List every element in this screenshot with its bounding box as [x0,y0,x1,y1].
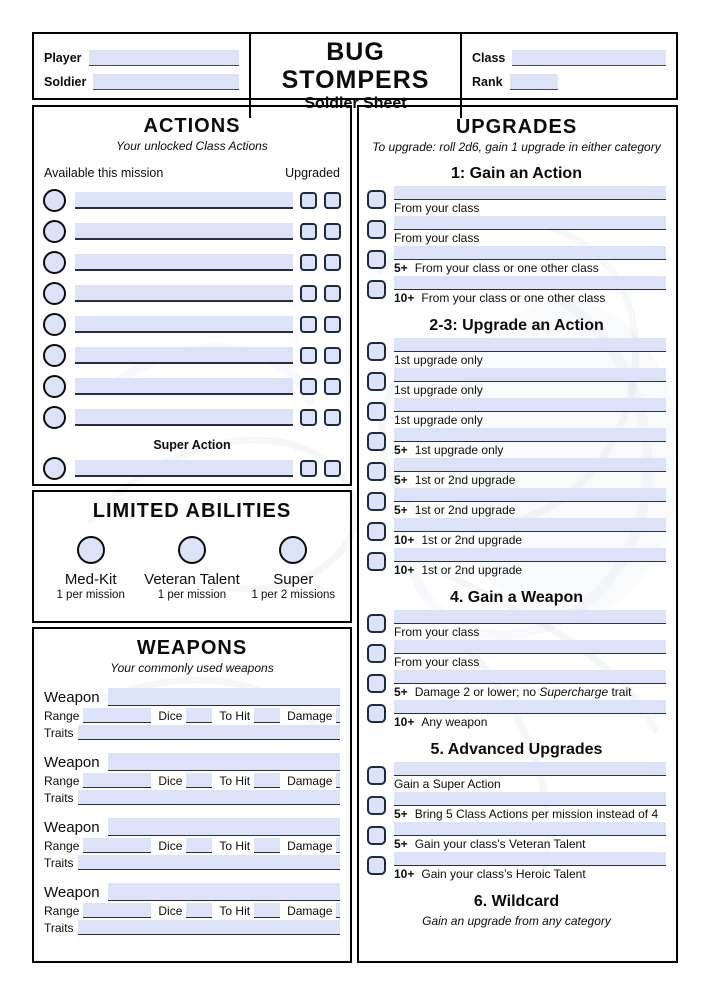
to-hit-label: To Hit [219,839,251,853]
wildcard-note: Gain an upgrade from any category [422,914,611,928]
player-input[interactable] [89,50,239,66]
action-row [43,402,341,433]
action-upgrade-checkbox-2[interactable] [324,316,341,333]
upgrade-heading-gain-action: 1: Gain an Action [451,165,582,182]
weapon-dice-input[interactable] [186,773,212,788]
upgrade-input[interactable] [394,610,666,624]
weapon-label: Weapon [44,689,100,706]
upgrade-caption: 1st upgrade only [394,353,483,367]
weapon-damage-input[interactable] [336,773,340,788]
super-action-name-input[interactable] [75,460,293,477]
action-row [43,340,341,371]
upgrade-row: 5+ 1st or 2nd upgrade [367,488,666,518]
damage-label: Damage [287,709,333,723]
weapon-dice-input[interactable] [186,903,212,918]
action-upgrade-checkbox-1[interactable] [300,223,317,240]
upgrade-checkbox[interactable] [367,522,386,541]
action-row [43,216,341,247]
traits-label: Traits [44,856,74,870]
action-available-bubble[interactable] [43,406,66,429]
right-column [357,105,678,963]
upgrade-input[interactable] [394,822,666,836]
medkit-label: Med-Kit [64,571,117,588]
limited-ability-medkit [41,536,141,601]
upgrade-checkbox[interactable] [367,704,386,723]
sheet-body [32,32,678,963]
upgraded-label: Upgraded [285,166,340,180]
upgrade-caption: Any weapon [421,715,488,729]
upgrade-input[interactable] [394,792,666,806]
damage-label: Damage [287,904,333,918]
action-upgrade-checkbox-1[interactable] [300,378,317,395]
upgrade-checkbox[interactable] [367,190,386,209]
action-upgrade-checkbox-2[interactable] [324,223,341,240]
upgrade-caption: Gain your class's Veteran Talent [414,837,586,851]
weapon-name-input[interactable] [108,688,340,706]
upgrade-checkbox[interactable] [367,614,386,633]
upgrade-checkbox[interactable] [367,644,386,663]
upgrades-title: UPGRADES [455,116,578,138]
upgrade-input[interactable] [394,852,666,866]
upgrade-caption: Bring 5 Class Actions per mission instead of 4 [414,807,659,821]
actions-section [32,105,352,486]
action-upgrade-checkbox-1[interactable] [300,192,317,209]
upgrade-row [367,216,666,246]
action-name-input[interactable] [75,347,293,364]
weapon-block-2 [44,753,340,805]
upgrade-checkbox[interactable] [367,492,386,511]
weapon-name-input[interactable] [108,753,340,771]
weapon-label: Weapon [44,819,100,836]
class-input[interactable] [512,50,666,66]
upgrade-row: 5+ From your class or one other class [367,246,666,276]
action-available-bubble[interactable] [43,313,66,336]
upgrade-caption: trait [608,685,632,699]
upgrade-caption: From your class or one other class [414,261,599,275]
upgrade-row: 10+ 1st or 2nd upgrade [367,548,666,578]
super-label: Super [273,571,314,588]
upgrade-row [367,610,666,640]
action-available-bubble[interactable] [43,282,66,305]
upgrade-input[interactable] [394,762,666,776]
action-name-input[interactable] [75,409,293,426]
limited-ability-super [243,536,343,601]
weapon-dice-input[interactable] [186,708,212,723]
upgrade-row: 5+ 1st or 2nd upgrade [367,458,666,488]
weapon-damage-input[interactable] [336,708,340,723]
dice-label: Dice [158,904,183,918]
upgrade-caption: 1st upgrade only [414,443,504,457]
upgrade-checkbox[interactable] [367,826,386,845]
action-row [43,247,341,278]
upgrade-input[interactable] [394,216,666,230]
action-row [43,278,341,309]
upgrade-input[interactable] [394,276,666,290]
super-action-label: Super Action [153,438,231,452]
upgrade-caption: Damage 2 or lower; no [414,685,540,699]
soldier-label: Soldier [44,75,87,89]
medkit-use-bubble[interactable] [77,536,105,564]
dice-label: Dice [158,709,183,723]
action-row [43,371,341,402]
veteran-talent-note: 1 per mission [157,589,227,601]
veteran-talent-use-bubble[interactable] [178,536,206,564]
weapon-traits-input[interactable] [78,790,340,805]
upgrade-row: 10+ 1st or 2nd upgrade [367,518,666,548]
super-action-row [43,453,341,484]
to-hit-label: To Hit [219,774,251,788]
content-columns [32,105,678,963]
upgrade-checkbox[interactable] [367,856,386,875]
action-row [43,185,341,216]
weapon-block-1 [44,688,340,740]
upgrade-caption: From your class or one other class [421,291,606,305]
upgrade-caption: From your class [394,655,480,669]
left-column [32,105,352,963]
veteran-talent-label: Veteran Talent [144,571,240,588]
weapon-traits-input[interactable] [78,920,340,935]
upgrade-checkbox[interactable] [367,766,386,785]
upgrade-input[interactable] [394,458,666,472]
weapon-to-hit-input[interactable] [254,773,280,788]
action-upgrade-checkbox-1[interactable] [300,254,317,271]
upgrade-checkbox[interactable] [367,250,386,269]
action-upgrade-checkbox-1[interactable] [300,285,317,302]
player-label: Player [44,51,82,65]
weapon-range-input[interactable] [83,838,151,853]
weapon-block-3 [44,818,340,870]
action-available-bubble[interactable] [43,189,66,212]
available-this-mission-label: Available this mission [44,166,164,180]
upgrade-checkbox[interactable] [367,220,386,239]
upgrade-caption: 1st upgrade only [394,383,483,397]
weapon-label: Weapon [44,754,100,771]
weapon-to-hit-input[interactable] [254,708,280,723]
upgrades-subtitle: To upgrade: roll 2d6, gain 1 upgrade in either category [372,140,661,154]
action-name-input[interactable] [75,192,293,209]
action-available-bubble[interactable] [43,220,66,243]
action-upgrade-checkbox-2[interactable] [324,378,341,395]
weapon-name-input[interactable] [108,883,340,901]
upgrade-input[interactable] [394,428,666,442]
upgrade-checkbox[interactable] [367,462,386,481]
upgrade-row [367,338,666,368]
action-available-bubble[interactable] [43,344,66,367]
upgrade-checkbox[interactable] [367,552,386,571]
weapon-damage-input[interactable] [336,903,340,918]
upgrade-caption: 1st or 2nd upgrade [414,473,516,487]
weapon-name-input[interactable] [108,818,340,836]
upgrade-row: 5+ Bring 5 Class Actions per mission instead of 4 [367,792,666,822]
actions-title: ACTIONS [143,115,241,137]
action-name-input[interactable] [75,378,293,395]
upgrades-section [357,105,678,963]
weapon-to-hit-input[interactable] [254,838,280,853]
upgrade-input[interactable] [394,640,666,654]
weapon-traits-input[interactable] [78,725,340,740]
upgrade-input[interactable] [394,700,666,714]
upgrade-input[interactable] [394,186,666,200]
upgrade-checkbox[interactable] [367,796,386,815]
action-upgrade-checkbox-2[interactable] [324,285,341,302]
range-label: Range [44,709,80,723]
sheet-header [32,32,678,112]
medkit-note: 1 per mission [56,589,125,601]
upgrade-row: 10+ From your class or one other class [367,276,666,306]
upgrade-heading-gain-weapon: 4. Gain a Weapon [449,589,584,606]
action-name-input[interactable] [75,316,293,333]
action-upgrade-checkbox-1[interactable] [300,409,317,426]
range-label: Range [44,904,80,918]
upgrade-row: 5+ Damage 2 or lower; no Supercharge trait [367,670,666,700]
action-name-input[interactable] [75,223,293,240]
upgrade-input[interactable] [394,488,666,502]
upgrade-checkbox[interactable] [367,402,386,421]
upgrade-caption: From your class [394,625,480,639]
weapon-range-input[interactable] [83,903,151,918]
to-hit-label: To Hit [219,709,251,723]
super-note: 1 per 2 missions [251,589,336,601]
range-label: Range [44,774,80,788]
upgrade-row: 5+ 1st upgrade only [367,428,666,458]
action-upgrade-checkbox-2[interactable] [324,347,341,364]
upgrade-row [367,762,666,792]
upgrade-row: 10+ Gain your class’s Heroic Talent [367,852,666,882]
upgrade-caption: From your class [394,231,480,245]
weapon-range-input[interactable] [83,708,151,723]
upgrade-caption: Gain a Super Action [394,777,501,791]
damage-label: Damage [287,774,333,788]
upgrade-input[interactable] [394,518,666,532]
action-upgrade-checkbox-2[interactable] [324,409,341,426]
rank-label: Rank [472,75,503,89]
actions-subtitle: Your unlocked Class Actions [116,139,268,153]
limited-abilities-section [32,490,352,623]
action-row [43,309,341,340]
weapon-dice-input[interactable] [186,838,212,853]
weapons-section [32,627,352,963]
traits-label: Traits [44,921,74,935]
action-upgrade-checkbox-1[interactable] [300,316,317,333]
upgrade-input[interactable] [394,368,666,382]
traits-label: Traits [44,726,74,740]
upgrade-heading-wildcard: 6. Wildcard [473,893,560,910]
weapon-range-input[interactable] [83,773,151,788]
upgrade-checkbox[interactable] [367,280,386,299]
action-upgrade-checkbox-2[interactable] [324,254,341,271]
damage-label: Damage [287,839,333,853]
to-hit-label: To Hit [219,904,251,918]
super-action-upgrade-checkbox-1[interactable] [300,460,317,477]
limited-abilities-title: LIMITED ABILITIES [92,500,292,522]
super-action-bubble[interactable] [43,457,66,480]
sheet-subtitle: Soldier Sheet [304,95,407,112]
upgrade-caption: 1st or 2nd upgrade [414,503,516,517]
dice-label: Dice [158,839,183,853]
game-title: BUG STOMPERS [281,38,430,94]
weapon-block-4 [44,883,340,935]
weapon-label: Weapon [44,884,100,901]
upgrade-input[interactable] [394,670,666,684]
action-upgrade-checkbox-1[interactable] [300,347,317,364]
class-label: Class [472,51,506,65]
rank-input[interactable] [510,74,558,90]
weapons-title: WEAPONS [136,637,248,659]
upgrade-checkbox[interactable] [367,342,386,361]
upgrade-caption: 1st or 2nd upgrade [421,563,523,577]
upgrade-caption: Gain your class’s Heroic Talent [421,867,586,881]
upgrade-row [367,640,666,670]
upgrade-input[interactable] [394,398,666,412]
action-available-bubble[interactable] [43,375,66,398]
upgrade-row: 5+ Gain your class's Veteran Talent [367,822,666,852]
action-name-input[interactable] [75,254,293,271]
weapon-to-hit-input[interactable] [254,903,280,918]
upgrade-row [367,368,666,398]
range-label: Range [44,839,80,853]
upgrade-row [367,186,666,216]
upgrade-row [367,398,666,428]
weapon-traits-input[interactable] [78,855,340,870]
upgrade-checkbox[interactable] [367,674,386,693]
limited-ability-veteran-talent [142,536,242,601]
traits-label: Traits [44,791,74,805]
supercharge-trait-text: Supercharge [539,685,609,699]
weapon-damage-input[interactable] [336,838,340,853]
upgrade-caption: From your class [394,201,480,215]
dice-label: Dice [158,774,183,788]
weapons-subtitle: Your commonly used weapons [110,661,274,675]
action-upgrade-checkbox-2[interactable] [324,192,341,209]
upgrade-checkbox[interactable] [367,432,386,451]
upgrade-caption: 1st upgrade only [394,413,483,427]
action-available-bubble[interactable] [43,251,66,274]
upgrade-heading-advanced: 5. Advanced Upgrades [430,741,603,758]
upgrade-input[interactable] [394,246,666,260]
upgrade-checkbox[interactable] [367,372,386,391]
super-use-bubble[interactable] [279,536,307,564]
super-action-upgrade-checkbox-2[interactable] [324,460,341,477]
upgrade-caption: 1st or 2nd upgrade [421,533,523,547]
upgrade-heading-upgrade-action: 2-3: Upgrade an Action [429,317,604,334]
action-name-input[interactable] [75,285,293,302]
upgrade-row: 10+ Any weapon [367,700,666,730]
upgrade-input[interactable] [394,338,666,352]
upgrade-input[interactable] [394,548,666,562]
soldier-input[interactable] [93,74,239,90]
